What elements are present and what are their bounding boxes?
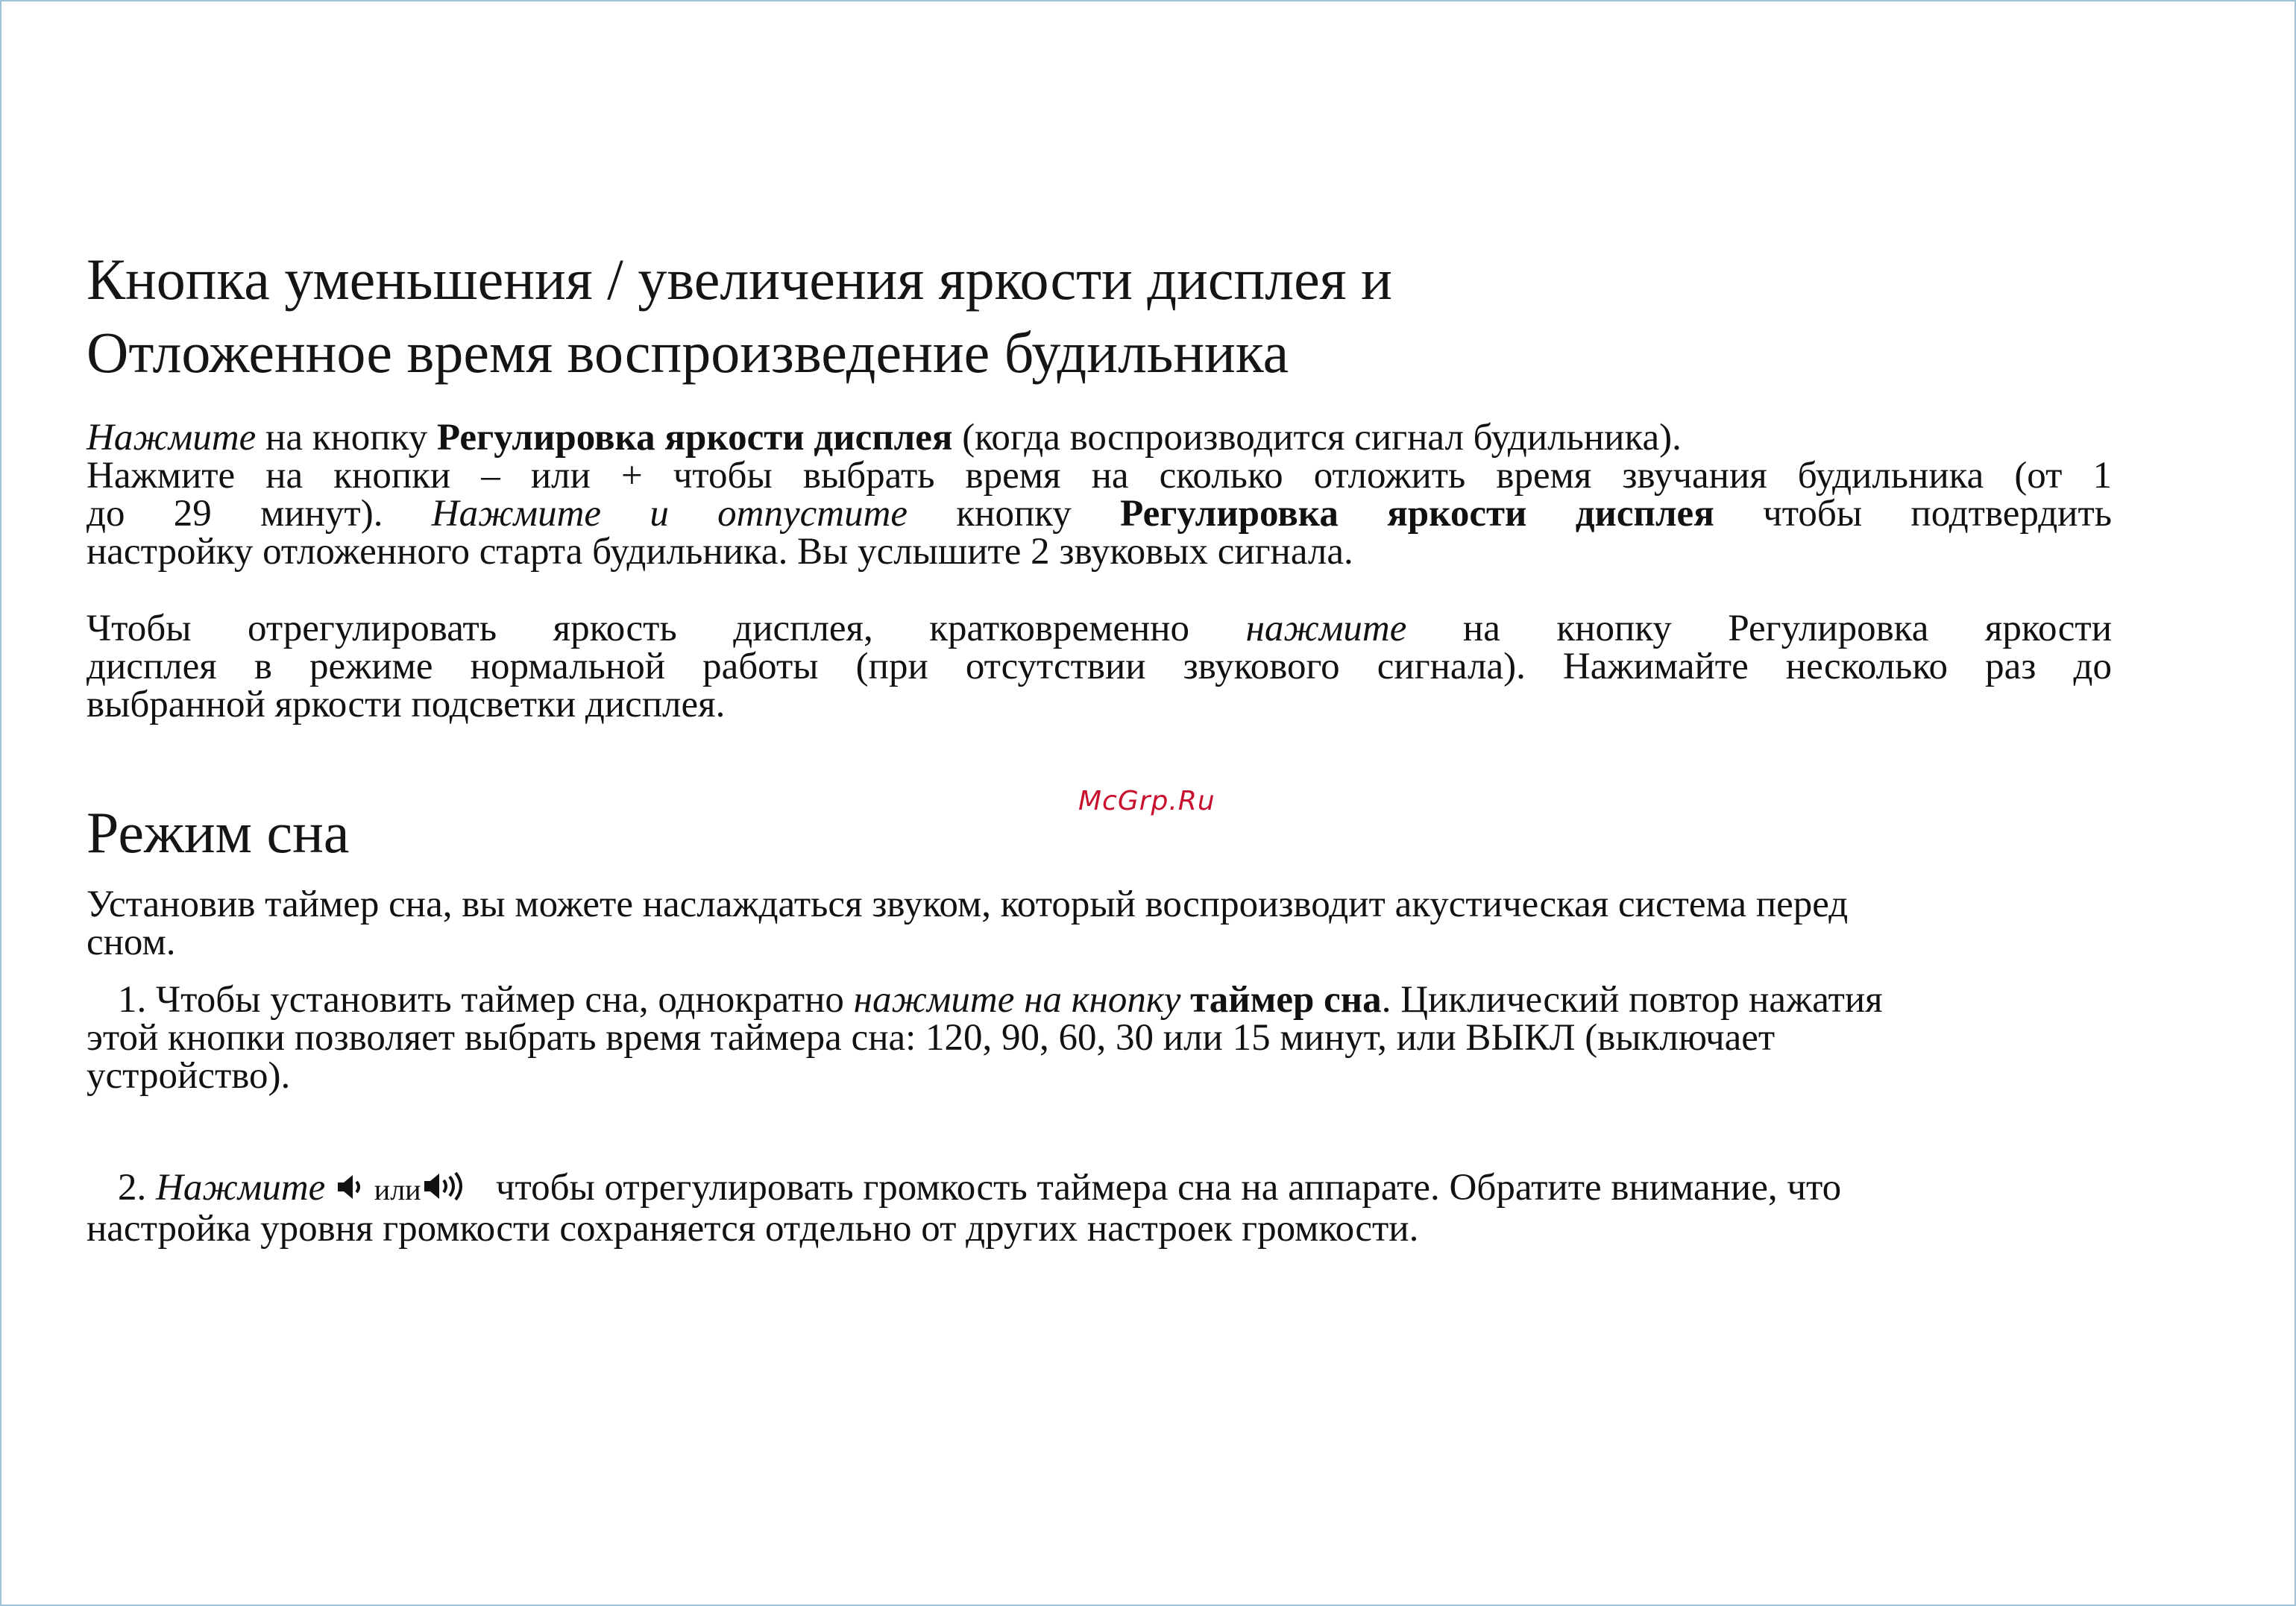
emphasis-text: нажмите xyxy=(1245,608,1407,649)
paragraph-line xyxy=(87,1169,2219,1210)
paragraph-line xyxy=(87,419,2112,457)
paragraph-line xyxy=(87,981,2219,1019)
paragraph-line: Нажмите на кнопки – или + чтобы выбрать время на сколько отложить время звучания будильника (от 1 xyxy=(87,455,2112,497)
paragraph-line xyxy=(87,610,2112,648)
emphasis-text: Нажмите xyxy=(156,1167,326,1209)
section-title-sleep-mode: Режим сна xyxy=(87,800,350,865)
text-span: (когда воспроизводится сигнал будильника). xyxy=(952,417,1682,459)
text-span: на кнопку Регулировка яркости xyxy=(1406,608,2113,649)
section-title-brightness-line1: Кнопка уменьшения / увеличения яркости дисплея и xyxy=(87,247,1392,312)
paragraph-line: настройка уровня громкости сохраняется отдельно от других настроек громкости. xyxy=(87,1208,1419,1250)
text-span: до 29 минут). xyxy=(87,493,432,535)
text-span: чтобы подтвердить xyxy=(1714,493,2112,535)
paragraph-line: устройство). xyxy=(87,1055,291,1097)
emphasis-text: Нажмите и отпустите xyxy=(431,493,908,535)
text-span: чтобы отрегулировать громкость таймера сна на аппарате. Обратите внимание, что xyxy=(495,1167,1842,1209)
text-span xyxy=(1180,979,1190,1021)
list-item-sleep-volume xyxy=(87,1169,2219,1248)
emphasis-text: Нажмите xyxy=(87,417,257,459)
paragraph-line: сном. xyxy=(87,922,176,963)
volume-down-icon xyxy=(335,1171,365,1210)
paragraph-brightness xyxy=(87,610,2112,724)
volume-up-icon xyxy=(421,1170,468,1210)
watermark: McGrp.Ru xyxy=(1078,786,1215,816)
paragraph-line: настройку отложенного старта будильника. Вы услышите 2 звуковых сигнала. xyxy=(87,531,1353,573)
paragraph-line: этой кнопки позволяет выбрать время таймера сна: 120, 90, 60, 30 или 15 минут, или ВЫКЛ (выключает xyxy=(87,1017,1776,1059)
bold-text: Регулировка яркости дисплея xyxy=(1120,493,1714,535)
bold-text: таймер сна xyxy=(1190,979,1382,1021)
paragraph-sleep-intro xyxy=(87,886,2219,962)
text-span: кнопку xyxy=(908,493,1121,535)
section-title-brightness-line2: Отложенное время воспроизведение будильника xyxy=(87,320,1289,385)
text-span: . Циклический повтор нажатия xyxy=(1381,979,1883,1021)
text-span: 2. xyxy=(118,1167,156,1209)
text-span: 1. Чтобы установить таймер сна, однократно xyxy=(118,979,854,1021)
paragraph-line: выбранной яркости подсветки дисплея. xyxy=(87,684,726,725)
paragraph-line xyxy=(87,495,2112,533)
bold-text: Регулировка яркости дисплея xyxy=(436,417,953,459)
emphasis-text: нажмите на кнопку xyxy=(853,979,1181,1021)
text-span: Чтобы отрегулировать яркость дисплея, кратковременно xyxy=(87,608,1246,649)
text-span: на кнопку xyxy=(256,417,437,459)
list-item-sleep-timer xyxy=(87,981,2219,1095)
paragraph-line: Установив таймер сна, вы можете наслаждаться звуком, который воспроизводит акустическая система перед xyxy=(87,884,1849,925)
or-text: или xyxy=(374,1173,421,1206)
paragraph-snooze xyxy=(87,419,2112,571)
paragraph-line: дисплея в режиме нормальной работы (при отсутствии звукового сигнала). Нажимайте несколько раз до xyxy=(87,646,2112,687)
